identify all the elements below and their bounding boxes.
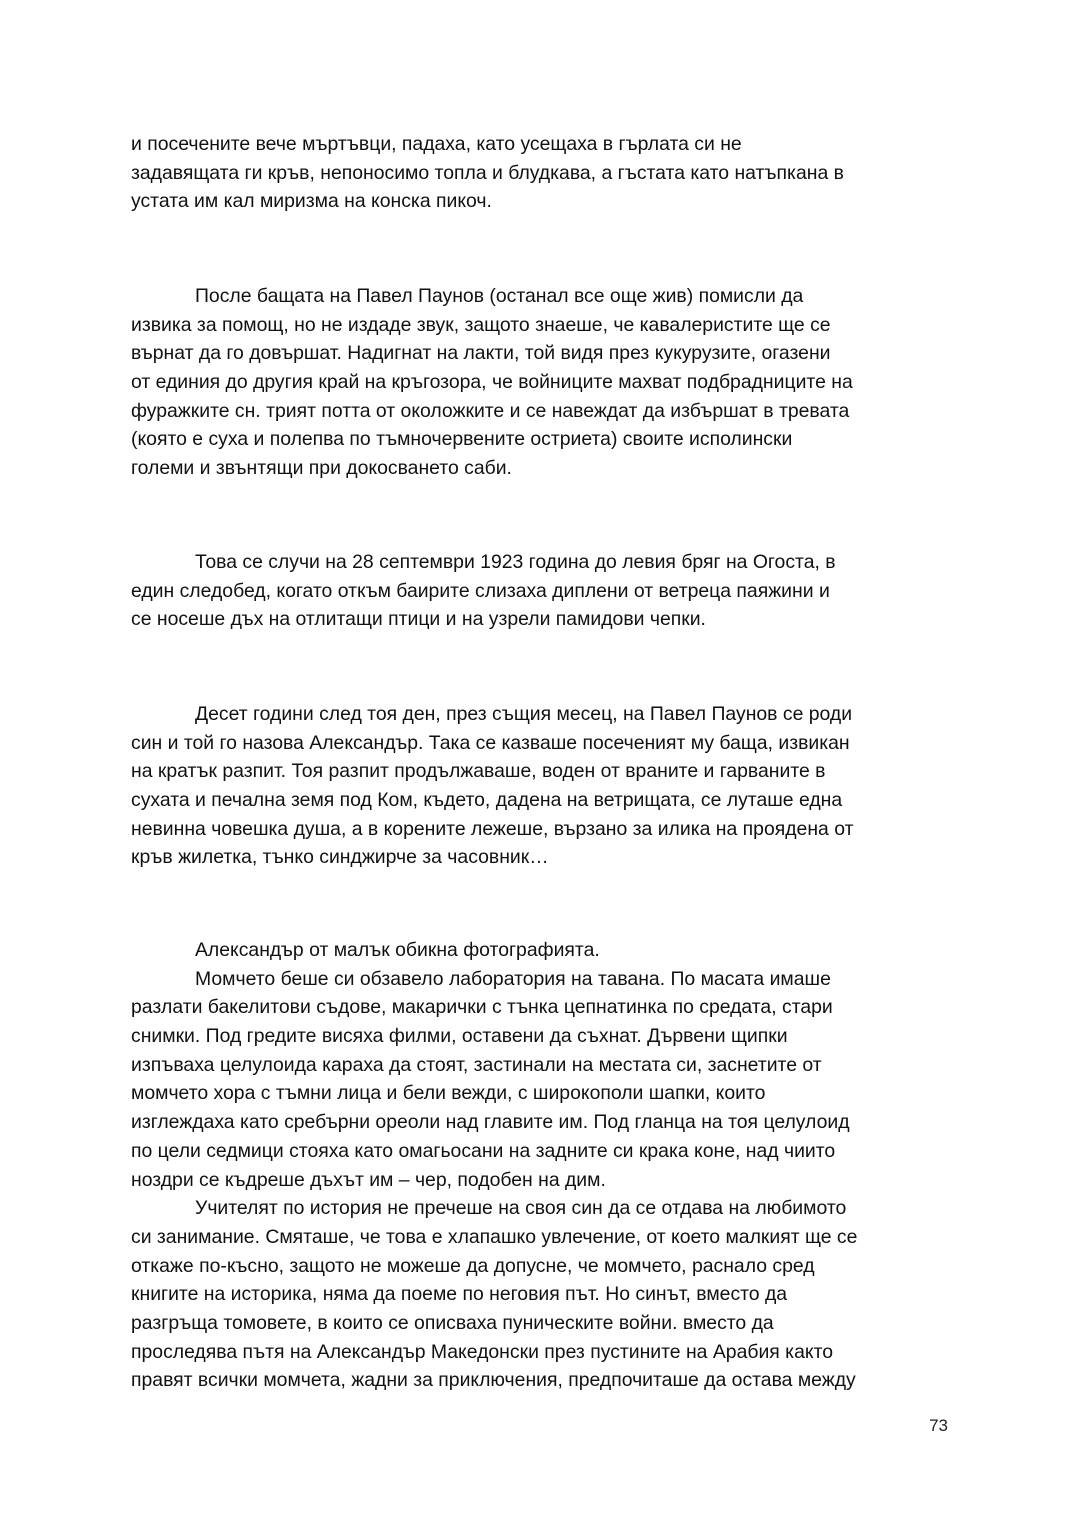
paragraph-5 [131, 936, 961, 1395]
text-line: устата им кал миризма на конска пикоч. [131, 190, 492, 213]
text-line: Александър от малък обикна фотографията. [195, 939, 600, 961]
text-line: Десет години след тоя ден, през същия месец, на Павел Паунов се роди [195, 703, 853, 725]
text-line: Това се случи на 28 септември 1923 година до левия бряг на Огоста, в [195, 551, 836, 573]
text-line: изглеждаха като сребърни ореоли над главите им. Под гланца на тоя целулоид [131, 1111, 850, 1134]
paragraph-2 [131, 282, 961, 483]
text-line: задавящата ги кръв, непоносимо топла и блудкава, а гъстата като натъпкана в [131, 161, 844, 184]
text-line: разлати бакелитови съдове, макарички с тънка цепнатинка по средата, стари [131, 996, 833, 1019]
page-number: 73 [929, 1416, 948, 1435]
text-line: разгръща томовете, в които се описваха пуническите войни. вместо да [131, 1311, 774, 1334]
text-line: фуражките сн. трият потта от околожките и се навеждат да избършат в тревата [131, 399, 850, 422]
paragraph-4 [131, 700, 961, 872]
text-line: невинна човешка душа, а в корените лежеше, вързано за илика на проядена от [131, 817, 854, 840]
text-line: върнат да го довършат. Надигнат на лакти, той видя през кукурузите, огазени [131, 342, 831, 365]
text-line: правят всички момчета, жадни за приключения, предпочиташе да остава между [131, 1369, 856, 1392]
text-line: и посечените вече мъртъвци, падаха, като усещаха в гърлата си не [131, 133, 742, 155]
text-line: Момчето беше си обзавело лаборатория на тавана. По масата имаше [195, 967, 831, 990]
text-line: проследява пътя на Александър Македонски през пустините на Арабия както [131, 1340, 834, 1363]
text-line: ноздри се къдреше дъхът им – чер, подобен на дим. [131, 1168, 606, 1191]
text-line: по цели седмици стояха като омагьосани на задните си крака коне, над чиито [131, 1139, 836, 1162]
text-line: После бащата на Павел Паунов (останал все още жив) помисли да [195, 285, 804, 307]
text-line: се носеше дъх на отлитащи птици и на узрели памидови чепки. [131, 608, 706, 631]
text-line: извика за помощ, но не издаде звук, защото знаеше, че кавалеристите ще се [131, 313, 831, 336]
text-line: книгите на историка, няма да поеме по неговия път. Но синът, вместо да [131, 1283, 788, 1306]
text-line: Учителят по история не пречеше на своя син да се отдава на любимото [195, 1197, 847, 1220]
text-line: (която е суха и полепва по тъмночервените остриета) своите исполински [131, 428, 793, 451]
text-line: от единия до другия край на кръгозора, че войниците махват подбрадниците на [131, 371, 853, 394]
paragraph-3 [131, 548, 961, 634]
text-line: снимки. Под гредите висяха филми, оставени да съхнат. Дървени щипки [131, 1025, 788, 1048]
text-line: сухата и печална земя под Ком, където, дадена на ветрищата, се луташе една [131, 789, 843, 812]
text-line: си занимание. Смяташе, че това е хлапашко увлечение, от което малкият ще се [131, 1225, 858, 1248]
paragraph-1 [131, 130, 961, 216]
text-line: един следобед, когато откъм баирите слизаха диплени от ветреца паяжини и [131, 579, 830, 602]
text-line: на кратък разпит. Тоя разпит продължаваше, воден от враните и гарваните в [131, 760, 826, 783]
text-line: кръв жилетка, тънко синджирче за часовник… [131, 846, 549, 869]
text-line: момчето хора с тъмни лица и бели вежди, с широкополи шапки, които [131, 1082, 766, 1105]
text-line: изпъваха целулоида караха да стоят, застинали на местата си, заснетите от [131, 1053, 822, 1076]
text-line: големи и звънтящи при докосването саби. [131, 457, 512, 480]
text-line: откаже по-късно, защото не можеше да допусне, че момчето, раснало сред [131, 1254, 815, 1277]
text-line: син и той го назова Александър. Така се казваше посеченият му баща, извикан [131, 731, 850, 754]
